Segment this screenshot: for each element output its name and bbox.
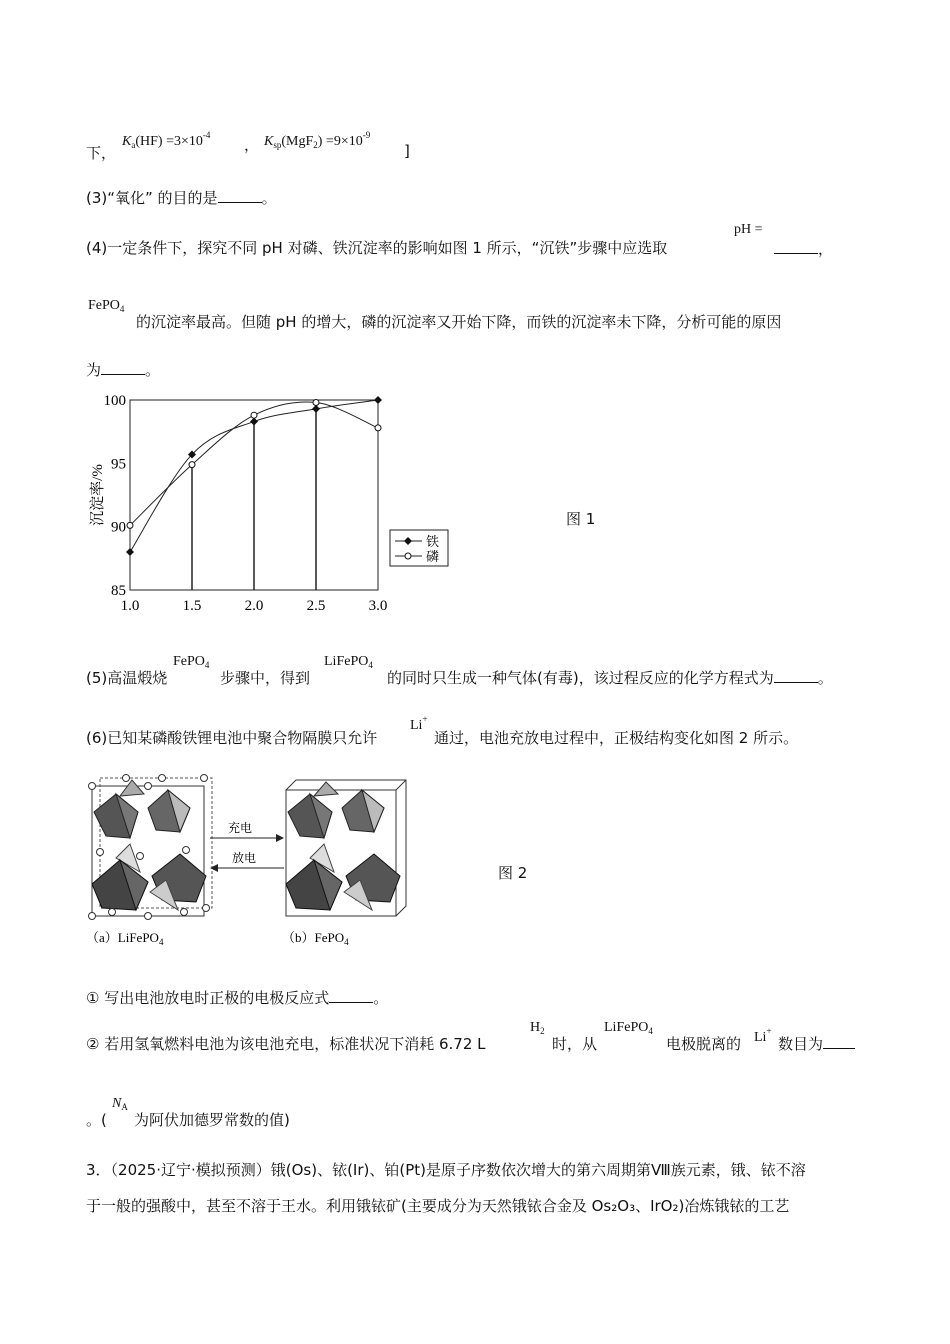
y-axis-label: 沉淀率/% [90, 464, 106, 526]
li-text: Li [410, 718, 423, 733]
line1-end: ] [404, 142, 410, 160]
tetrahedron [120, 780, 144, 796]
answer-blank[interactable] [774, 239, 818, 254]
question-3-main-line1 [86, 1160, 806, 1180]
charge-discharge-arrows [210, 820, 284, 872]
q5-lifepo4 [324, 654, 373, 670]
question-5 [86, 668, 167, 688]
li-ion [145, 913, 152, 920]
data-point-diamond [250, 418, 258, 426]
fepo4-formula [88, 298, 124, 314]
data-point-diamond [126, 548, 134, 556]
question-3-main-line2: 于一般的强酸中，甚至不溶于王水。利用锇铱矿(主要成分为天然锇铱合金及 Os₂O₃、IrO₂)冶炼锇铱的工艺 [86, 1197, 790, 1215]
q5-text-b: 步骤中，得到 [220, 669, 311, 687]
li-ion [137, 853, 144, 860]
q6-li-ion [410, 714, 428, 734]
li-ion [159, 775, 166, 782]
q5-line-end [387, 668, 833, 688]
label-b [282, 930, 349, 947]
lifepo4-text: LiFePO [324, 654, 369, 669]
h2-sub: 2 [540, 1026, 545, 1036]
fepo4-sub: 4 [119, 304, 125, 314]
ksp-symbol: K [264, 134, 274, 149]
fepo4-text: FePO [88, 298, 120, 313]
data-point-circle [251, 412, 257, 418]
data-point-circle [127, 522, 133, 528]
figure-1-chart [86, 390, 546, 620]
y-tick-label: 90 [111, 519, 126, 536]
figure-2-structure [86, 772, 416, 948]
legend-label: 磷 [426, 549, 440, 564]
q6-2-text-d: 数目为 [778, 1035, 824, 1053]
label-a-text: （a）LiFePO [86, 930, 159, 945]
line1-prefix: 下， [86, 144, 117, 162]
data-point-circle [189, 462, 195, 468]
q6-1-text: ① 写出电池放电时正极的电极反应式 [86, 989, 330, 1007]
ksp-expr-sub: 2 [313, 140, 318, 150]
q6-2-na-text: 为阿伏加德罗常数的值) [134, 1111, 290, 1129]
q6-text-a: (6)已知某磷酸铁锂电池中聚合物隔膜只允许 [86, 729, 378, 747]
q6-text-b: 通过，电池充放电过程中，正极结构变化如图 2 所示。 [434, 729, 799, 747]
answer-blank[interactable] [101, 360, 145, 375]
li-ion [203, 905, 210, 912]
q5-text-a: (5)高温煅烧 [86, 669, 168, 687]
li-sup: + [766, 1026, 772, 1036]
question-6 [86, 728, 377, 748]
q3-text: (3)“氧化” 的目的是 [86, 189, 218, 207]
label-b-text: （b）FePO [282, 930, 345, 945]
na-text: N [112, 1096, 122, 1111]
y-tick-label: 85 [111, 583, 126, 599]
data-point-diamond [312, 405, 320, 413]
charge-label: 充电 [228, 821, 253, 835]
ka-exp: -4 [202, 130, 211, 140]
ksp-exp: -9 [362, 130, 371, 140]
x-tick-label: 2.0 [244, 598, 264, 614]
q4-blank-wrap [774, 238, 833, 259]
question-4-line3 [86, 360, 160, 380]
label-a [86, 930, 164, 947]
na-symbol [112, 1096, 128, 1112]
q6-2-text-c: 电极脱离的 [666, 1035, 742, 1053]
answer-blank[interactable] [329, 988, 373, 1003]
q6-1-end: 。 [373, 989, 389, 1007]
ksp-expression [264, 130, 370, 150]
ka-symbol: K [122, 134, 132, 149]
x-tick-label: 1.0 [120, 598, 140, 614]
lifepo4-sub: 4 [368, 660, 373, 670]
ksp-sub: sp [273, 140, 282, 150]
q5-end: 。 [817, 669, 833, 687]
q6-2-na-prefix: 。( [86, 1111, 107, 1129]
question-3 [86, 188, 277, 208]
lifepo4-cell [89, 775, 213, 920]
legend-box [390, 530, 448, 566]
line1-comma: ， [244, 136, 260, 154]
label-a-sub: 4 [158, 937, 164, 947]
fepo4-sub: 4 [204, 660, 210, 670]
ph-label: pH = [734, 222, 763, 237]
question-4-line1 [86, 238, 667, 258]
q4-text-c: 为 [86, 361, 102, 379]
q5-text-c: 的同时只生成一种气体(有毒)，该过程反应的化学方程式为 [387, 669, 774, 687]
answer-blank[interactable] [774, 668, 818, 683]
fepo4-cell [286, 780, 406, 916]
q3-main-num: 3． [86, 1161, 111, 1179]
lifepo4-text: LiFePO [604, 1020, 649, 1035]
legend-label: 铁 [426, 534, 440, 549]
figure-2-caption: 图 2 [498, 864, 528, 882]
ka-expr: (HF) =3×10 [135, 134, 203, 149]
label-b-sub: 4 [344, 937, 349, 947]
q6-2-lifepo4 [604, 1020, 653, 1036]
question-4-line2 [136, 312, 781, 332]
data-point-circle [313, 400, 319, 406]
q4-end-c: 。 [145, 361, 161, 379]
answer-blank[interactable] [218, 188, 262, 203]
q6-2-text-b: 时，从 [552, 1035, 598, 1053]
q4-text-b: 的沉淀率最高。但随 pH 的增大，磷的沉淀率又开始下降，而铁的沉淀率未下降，分析可能的原因 [136, 313, 782, 331]
h2-text: H [530, 1020, 541, 1035]
data-point-circle [375, 425, 381, 431]
figure-1-caption: 图 1 [566, 510, 596, 528]
li-ion [109, 909, 116, 916]
na-sub: A [121, 1102, 128, 1112]
question-6-2 [86, 1034, 486, 1054]
li-ion [201, 775, 208, 782]
tetrahedron [314, 782, 338, 796]
lifepo4-sub: 4 [648, 1026, 653, 1036]
ksp-expr-b: ) =9×10 [317, 134, 363, 149]
li-sup: + [422, 714, 428, 724]
y-tick-label: 100 [103, 393, 126, 409]
q6-2-h2 [530, 1020, 545, 1036]
x-tick-label: 3.0 [368, 598, 388, 614]
question-6-1 [86, 988, 388, 1008]
discharge-label: 放电 [232, 851, 257, 865]
y-tick-label: 95 [111, 456, 126, 473]
li-ion [97, 849, 104, 856]
q6-2-li-ion [754, 1026, 772, 1046]
ksp-expr-a: (MgF [281, 134, 314, 149]
q6-2-line-end [778, 1034, 855, 1054]
li-ion [89, 913, 96, 920]
data-point-diamond [374, 396, 382, 404]
q4-end-a: ， [818, 240, 834, 258]
li-text: Li [754, 1030, 767, 1045]
ka-expression [122, 130, 210, 150]
q4-text-a: (4)一定条件下，探究不同 pH 对磷、铁沉淀率的影响如图 1 所示，“沉铁”步骤中应选取 [86, 239, 668, 257]
legend-marker-circle [405, 553, 411, 559]
q5-fepo4 [173, 654, 209, 670]
q3-end: 。 [261, 189, 277, 207]
fepo4-text: FePO [173, 654, 205, 669]
ka-ksp-line [86, 128, 426, 162]
li-ion [145, 783, 152, 790]
li-ion [181, 909, 188, 916]
x-tick-label: 2.5 [306, 598, 326, 614]
q3-main-line1: （2025·辽宁·模拟预测）锇(Os)、铱(Ir)、铂(Pt)是原子序数依次增大的第六周期第Ⅷ族元素，锇、铱不溶 [110, 1161, 806, 1179]
li-ion [123, 775, 130, 782]
answer-blank[interactable] [823, 1034, 855, 1049]
li-ion [183, 847, 190, 854]
ka-sub: a [131, 140, 136, 150]
li-ion [89, 783, 96, 790]
q6-2-text-a: ② 若用氢氧燃料电池为该电池充电，标准状况下消耗 6.72 L [86, 1035, 486, 1053]
x-tick-label: 1.5 [182, 598, 202, 614]
